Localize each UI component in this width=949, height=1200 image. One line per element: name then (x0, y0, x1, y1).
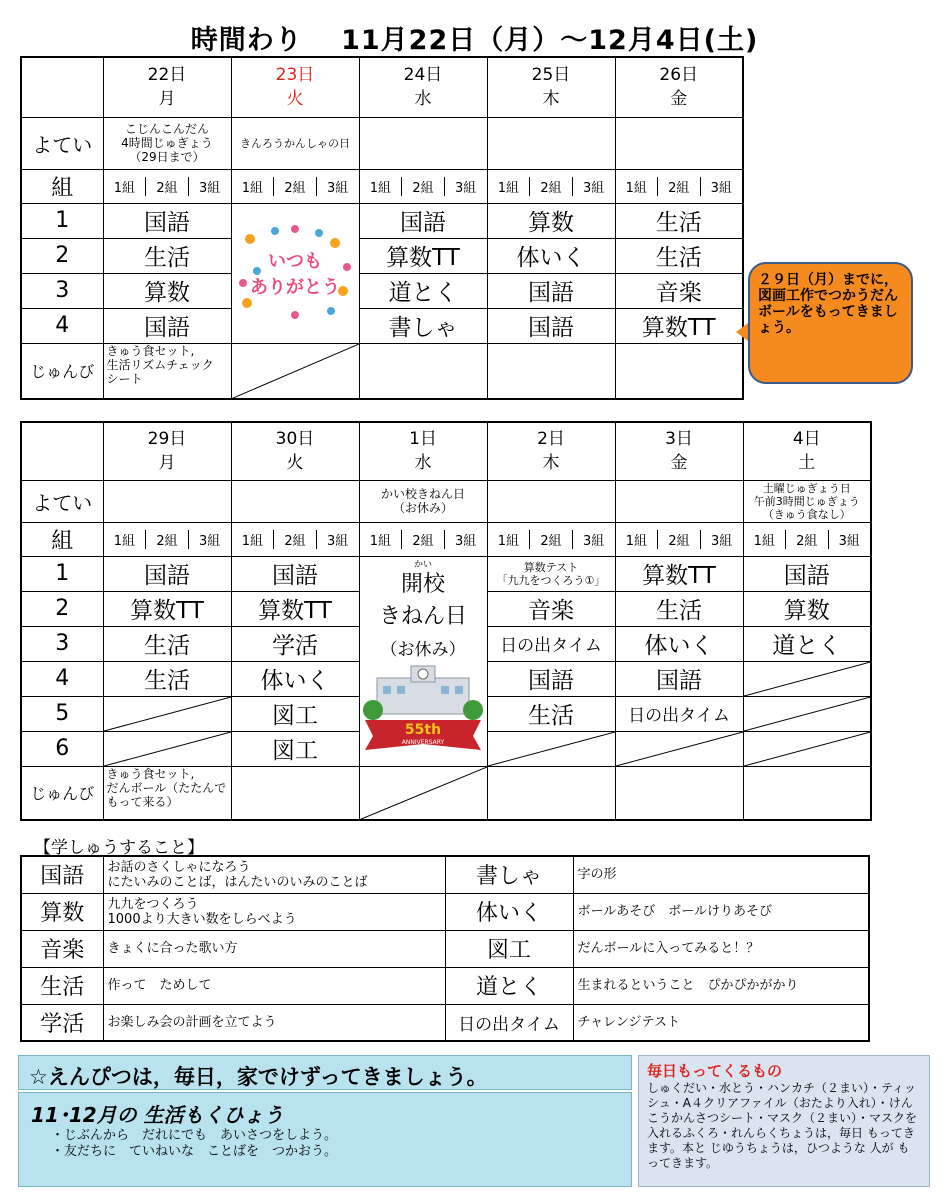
junbi-cell (359, 343, 487, 399)
day-header: 26日 金 (615, 57, 743, 117)
period-cell-empty (743, 731, 871, 766)
learn-text: チャレンジテスト (573, 1004, 869, 1041)
learn-text: 九九をつくろう 1000より大きい数をしらべよう (103, 893, 445, 930)
yotei-cell (231, 480, 359, 522)
learning-title: 【学しゅうすること】 (34, 838, 204, 858)
period-label: 1 (21, 203, 103, 238)
class-cells: 1組 2組 3組 (615, 169, 743, 203)
row-label-junbi: じゅんび (21, 766, 103, 820)
period-cell: 算数TT (103, 591, 231, 626)
period-cell: 国語 (103, 203, 231, 238)
anniversary-sub: ANNIVERSARY (401, 738, 445, 746)
anniversary-holiday-cell (359, 556, 487, 766)
period-cell: 日の出タイム (615, 696, 743, 731)
goals-title: 11･12月の 生活もくひょう (31, 1103, 284, 1127)
yotei-cell (359, 117, 487, 169)
period-cell: 生活 (487, 696, 615, 731)
learn-text: きょくに合った歌い方 (103, 930, 445, 967)
period-label: 6 (21, 731, 103, 766)
period-cell: 算数 (743, 591, 871, 626)
class-cells: 1組 2組 3組 (231, 522, 359, 556)
period-cell-empty (103, 696, 231, 731)
period-cell: 国語 (487, 661, 615, 696)
period-cell: 算数テスト 「九九をつくろう①」 (487, 556, 615, 591)
period-label: 1 (21, 556, 103, 591)
junbi-cell (743, 766, 871, 820)
row-label-kumi: 組 (21, 169, 103, 203)
yotei-cell: かい校きねん日 （お休み） (359, 480, 487, 522)
day-header-holiday: 23日 火 (231, 57, 359, 117)
schedule-week1 (20, 56, 744, 400)
learn-text: お話のさくしゃになろう にたいみのことば，はんたいのいみのことば (103, 856, 445, 893)
page-title: 時間わり 11月22日（月）〜12月4日(土) (190, 25, 759, 56)
learn-text: 作って ためして (103, 967, 445, 1004)
period-cell: 体いく (231, 661, 359, 696)
school-anniversary-icon (361, 664, 485, 752)
junbi-cell: きゅう食セット, だんボール（たたんでもって来る） (103, 766, 231, 820)
row-label-yotei: よてい (21, 117, 103, 169)
day-header: 30日 火 (231, 422, 359, 480)
period-cell: 国語 (103, 308, 231, 343)
period-cell: 国語 (487, 308, 615, 343)
goal-item: ・じぶんから だれにでも あいさつをしよう。 (51, 1128, 338, 1143)
holiday-line3: （お休み） (380, 639, 466, 660)
period-cell: 生活 (103, 238, 231, 273)
learn-subject: 国語 (21, 856, 103, 893)
period-cell: 生活 (615, 238, 743, 273)
junbi-cell-empty (359, 766, 487, 820)
period-cell: 生活 (103, 626, 231, 661)
anniversary-number: 55th (404, 721, 442, 738)
goals-box (18, 1092, 632, 1187)
learning-table (20, 855, 870, 1042)
class-cells: 1組 2組 3組 (359, 522, 487, 556)
row-label-junbi: じゅんび (21, 343, 103, 399)
period-cell-empty (743, 661, 871, 696)
period-cell: 国語 (487, 273, 615, 308)
period-label: 4 (21, 661, 103, 696)
class-cells: 1組 2組 3組 (103, 522, 231, 556)
learn-subject: 道とく (445, 967, 573, 1004)
learn-subject: 生活 (21, 967, 103, 1004)
class-cells: 1組 2組 3組 (487, 522, 615, 556)
period-cell: 算数 (103, 273, 231, 308)
yotei-cell (615, 480, 743, 522)
goal-item: ・友だちに ていねいな ことばを つかおう。 (51, 1144, 338, 1159)
period-cell: 算数TT (231, 591, 359, 626)
period-cell: 図工 (231, 731, 359, 766)
junbi-cell (487, 343, 615, 399)
ruby-text: かい (413, 559, 432, 570)
period-cell-empty (103, 731, 231, 766)
day-header: 25日 木 (487, 57, 615, 117)
period-cell: 日の出タイム (487, 626, 615, 661)
period-cell: 国語 (103, 556, 231, 591)
day-header: 2日 木 (487, 422, 615, 480)
junbi-cell-empty (231, 343, 359, 399)
yotei-cell (615, 117, 743, 169)
period-cell: 音楽 (615, 273, 743, 308)
period-cell: 道とく (743, 626, 871, 661)
learn-text: だんボールに入ってみると！？ (573, 930, 869, 967)
period-cell: 音楽 (487, 591, 615, 626)
corner-cell (21, 422, 103, 480)
day-header: 29日 月 (103, 422, 231, 480)
period-cell: 算数TT (359, 238, 487, 273)
period-cell: 道とく (359, 273, 487, 308)
svg-text:ありがとう: ありがとう (250, 277, 340, 298)
period-cell: 国語 (359, 203, 487, 238)
period-label: 2 (21, 238, 103, 273)
period-cell-empty (615, 731, 743, 766)
junbi-cell: きゅう食セット, 生活リズムチェック シート (103, 343, 231, 399)
learn-text: 字の形 (573, 856, 869, 893)
junbi-cell (615, 343, 743, 399)
daily-items-text: しゅくだい・水とう・ハンカチ（２まい）・ティッシュ・A４クリアファイル（おたより入れ）・けんこうかんさつシート・マスク（２まい）・マスクを入れるふくろ・れんらくちょうは，毎日 もってきます。本と じゆうちょうは，ひつような 人が もってきます。 (647, 1081, 918, 1170)
period-cell-empty (487, 731, 615, 766)
class-cells: 1組 2組 3組 (231, 169, 359, 203)
corner-cell (21, 57, 103, 117)
period-cell: 生活 (615, 591, 743, 626)
period-cell: 国語 (615, 661, 743, 696)
junbi-cell (487, 766, 615, 820)
period-label: 4 (21, 308, 103, 343)
learn-subject: 図工 (445, 930, 573, 967)
class-cells: 1組 2組 3組 (743, 522, 871, 556)
junbi-cell (615, 766, 743, 820)
yotei-cell (103, 480, 231, 522)
learn-subject: 書しゃ (445, 856, 573, 893)
period-cell-empty (743, 696, 871, 731)
daily-items-box (638, 1055, 930, 1187)
schedule-week2 (20, 421, 872, 821)
period-cell: 算数TT (615, 308, 743, 343)
period-label: 5 (21, 696, 103, 731)
pencil-note: ☆えんぴつは，毎日，家でけずってきましょう。 (18, 1055, 632, 1090)
period-label: 3 (21, 273, 103, 308)
thanks-illustration (235, 221, 355, 321)
learn-subject: 日の出タイム (445, 1004, 573, 1041)
day-header: 24日 水 (359, 57, 487, 117)
junbi-cell (231, 766, 359, 820)
learn-subject: 算数 (21, 893, 103, 930)
period-cell: 国語 (743, 556, 871, 591)
learn-subject: 体いく (445, 893, 573, 930)
yotei-cell (487, 480, 615, 522)
svg-text:いつも: いつも (268, 251, 322, 272)
period-cell: 生活 (103, 661, 231, 696)
learn-text: ボールあそび ボールけりあそび (573, 893, 869, 930)
period-cell: 図工 (231, 696, 359, 731)
speech-bubble: ２９日（月）までに，図画工作でつかうだんボールをもってきましょう。 (748, 262, 913, 384)
period-label: 3 (21, 626, 103, 661)
class-cells: 1組 2組 3組 (359, 169, 487, 203)
holiday-line1: 開校 (400, 571, 445, 597)
class-cells: 1組 2組 3組 (487, 169, 615, 203)
learn-text: お楽しみ会の計画を立てよう (103, 1004, 445, 1041)
learn-subject: 音楽 (21, 930, 103, 967)
period-cell: 算数TT (615, 556, 743, 591)
class-cells: 1組 2組 3組 (615, 522, 743, 556)
holiday-line2: きねん日 (378, 603, 467, 629)
period-cell: 書しゃ (359, 308, 487, 343)
daily-items-title: 毎日もってくるもの (647, 1062, 783, 1080)
day-header: 4日 土 (743, 422, 871, 480)
period-cell: 体いく (487, 238, 615, 273)
learn-subject: 学活 (21, 1004, 103, 1041)
day-header: 22日 月 (103, 57, 231, 117)
period-cell: 国語 (231, 556, 359, 591)
yotei-cell (487, 117, 615, 169)
yotei-cell: こじんこんだん 4時間じゅぎょう （29日まで） (103, 117, 231, 169)
day-header: 3日 金 (615, 422, 743, 480)
period-label: 2 (21, 591, 103, 626)
learn-text: 生まれるということ ぴかぴかがかり (573, 967, 869, 1004)
row-label-yotei: よてい (21, 480, 103, 522)
day-header: 1日 水 (359, 422, 487, 480)
class-cells: 1組 2組 3組 (103, 169, 231, 203)
period-cell: 体いく (615, 626, 743, 661)
period-cell: 学活 (231, 626, 359, 661)
period-cell: 算数 (487, 203, 615, 238)
row-label-kumi: 組 (21, 522, 103, 556)
holiday-badge (231, 203, 359, 343)
yotei-cell: きんろうかんしゃの日 (231, 117, 359, 169)
period-cell: 生活 (615, 203, 743, 238)
yotei-cell: 土曜じゅぎょう日 午前3時間じゅぎょう （きゅう食なし） (743, 480, 871, 522)
